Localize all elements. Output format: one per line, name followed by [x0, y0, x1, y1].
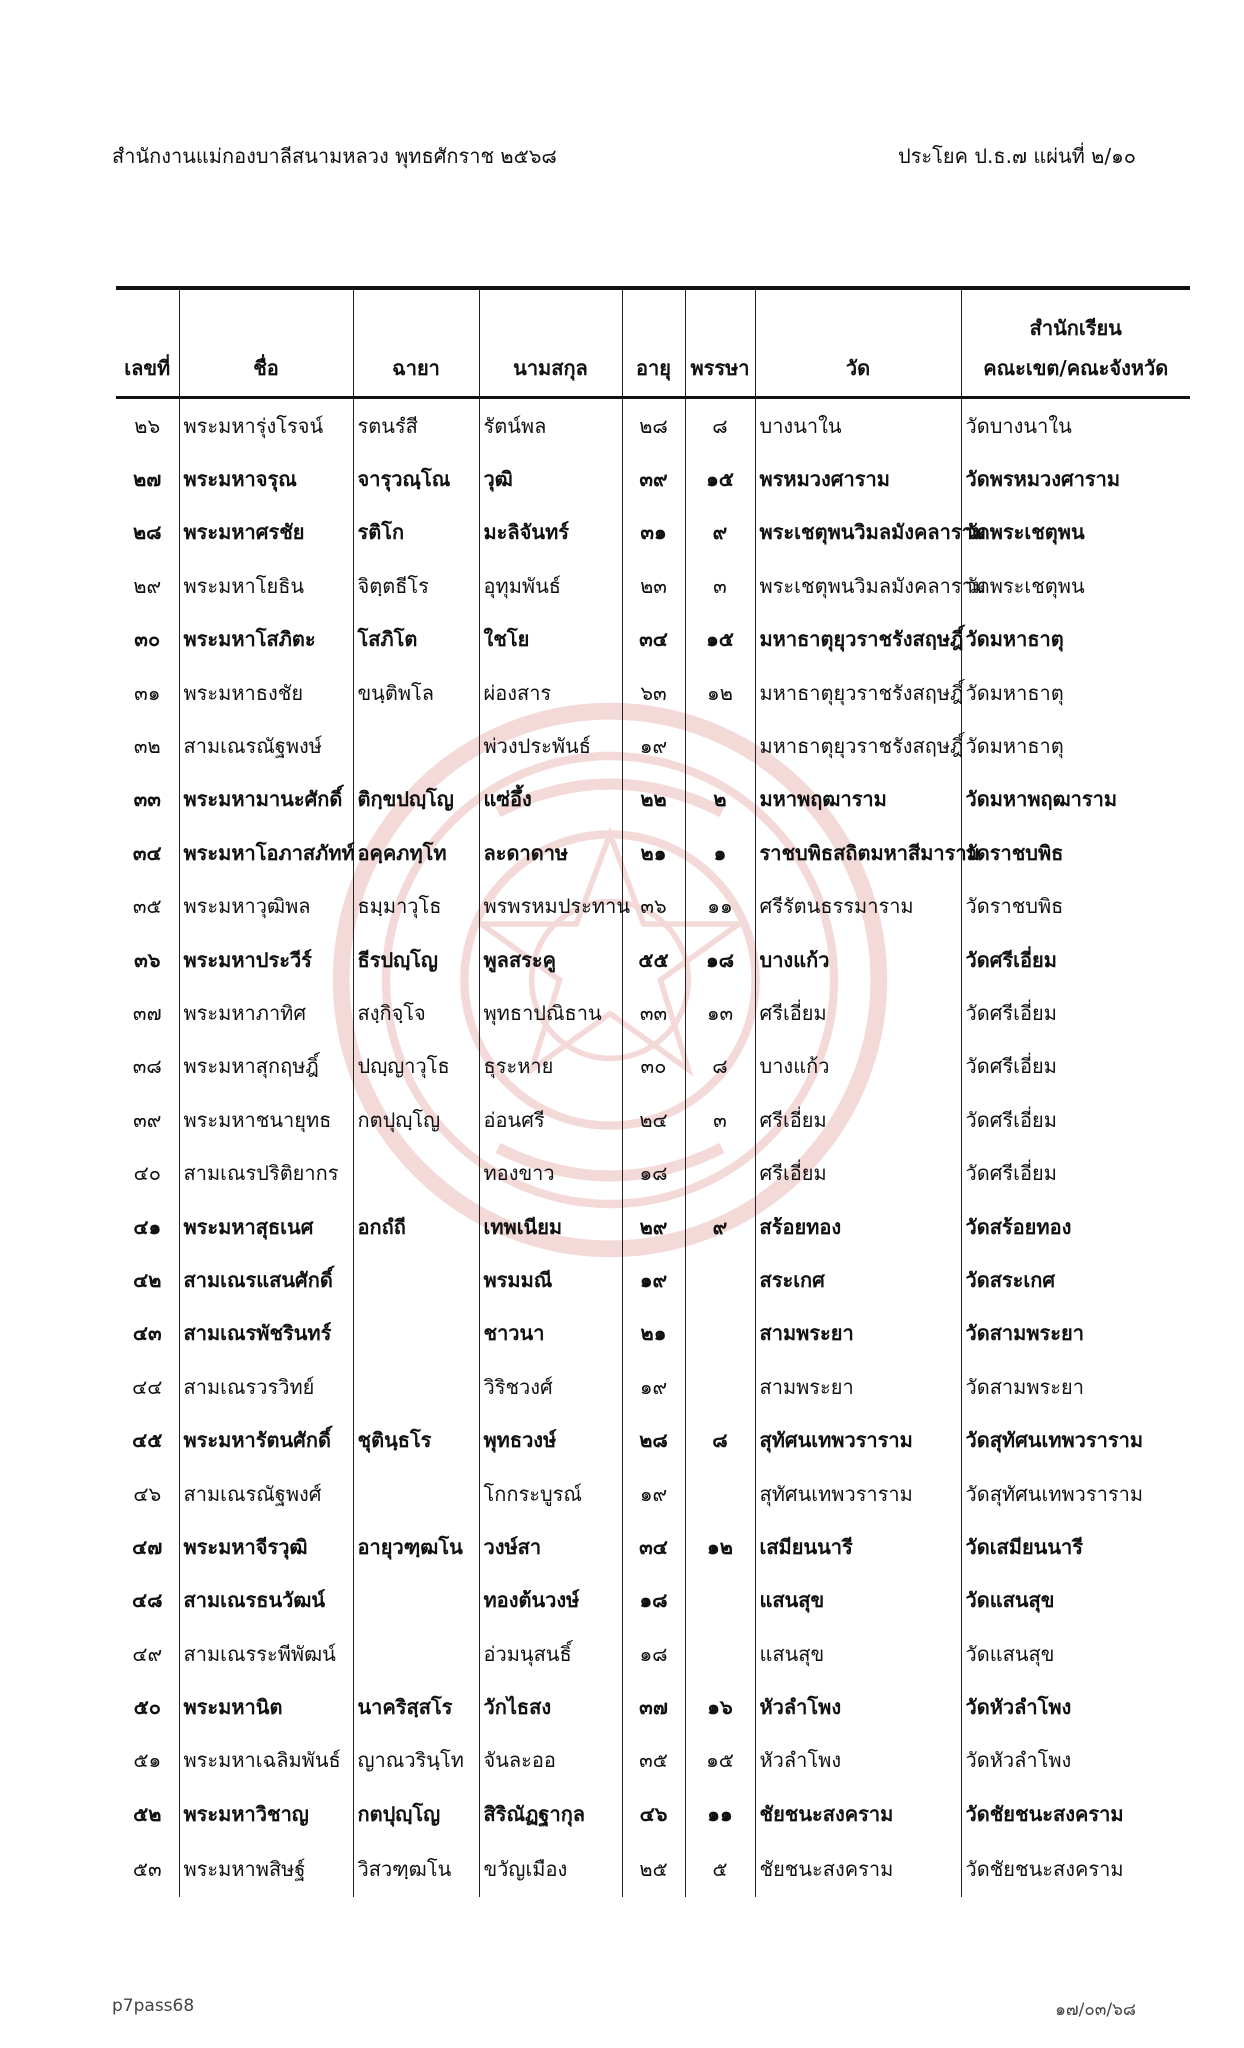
- column-header-wat: วัด: [755, 288, 961, 398]
- cell-name: สามเณรณัฐพงศ์: [179, 1467, 353, 1520]
- cell-no: ๔๗: [132, 1534, 163, 1559]
- cell-chaya: รติโก: [353, 506, 479, 559]
- table-row: [116, 559, 1190, 612]
- cell-phansa: ๓: [685, 559, 755, 612]
- cell-surname: แซ่อึ้ง: [479, 773, 622, 826]
- cell-school: วัดพระเชตุพน: [961, 559, 1190, 612]
- cell-surname: โกกระบูรณ์: [479, 1467, 622, 1520]
- footer-date: ๑๗/๐๓/๖๘: [1055, 2000, 1136, 2020]
- cell-surname: อ่วมนุสนธิ์: [479, 1627, 622, 1680]
- cell-age: ๓๗: [622, 1680, 685, 1733]
- cell-phansa: ๑๕: [685, 452, 755, 505]
- footer-code: p7pass68: [112, 1996, 195, 2016]
- table-row: [116, 1200, 1190, 1253]
- cell-phansa: ๒: [685, 773, 755, 826]
- cell-no: ๔๒: [133, 1267, 162, 1292]
- cell-no: ๔๑: [133, 1214, 162, 1239]
- cell-surname: วุฒิ: [479, 452, 622, 505]
- cell-no: ๓๘: [132, 1054, 162, 1079]
- cell-no: ๔๙: [132, 1641, 163, 1666]
- cell-wat: มหาธาตุยุวราชรังสฤษฎิ์: [755, 666, 961, 719]
- cell-no: ๒๗: [133, 467, 162, 492]
- cell-chaya: อคฺคภทฺโท: [353, 826, 479, 879]
- cell-name: สามเณรระพีพัฒน์: [179, 1627, 353, 1680]
- cell-school: วัดสร้อยทอง: [961, 1200, 1190, 1253]
- table-row: [116, 452, 1190, 505]
- cell-wat: หัวลำโพง: [755, 1734, 961, 1787]
- cell-phansa: ๑๑: [685, 880, 755, 933]
- cell-wat: ศรีเอี่ยม: [755, 1093, 961, 1146]
- cell-phansa: ๑๒: [685, 1520, 755, 1573]
- cell-chaya: นาคริสฺสโร: [353, 1680, 479, 1733]
- cell-no: ๔๓: [132, 1321, 162, 1346]
- cell-name: พระมหามานะศักดิ์: [179, 773, 353, 826]
- cell-chaya: จิตฺตธีโร: [353, 559, 479, 612]
- cell-surname: ใชโย: [479, 613, 622, 666]
- table-row: [116, 1841, 1190, 1897]
- cell-age: ๑๙: [622, 1360, 685, 1413]
- cell-school: วัดบางนาใน: [961, 398, 1190, 453]
- table-row: [116, 986, 1190, 1039]
- cell-phansa: [685, 1360, 755, 1413]
- cell-age: ๓๑: [622, 506, 685, 559]
- cell-chaya: ธีรปญฺโญ: [353, 933, 479, 986]
- cell-phansa: ๑๑: [685, 1787, 755, 1840]
- cell-no: ๓๒: [133, 734, 161, 759]
- cell-chaya: จารุวณฺโณ: [353, 452, 479, 505]
- cell-name: พระมหาประวีร์: [179, 933, 353, 986]
- cell-surname: จันละออ: [479, 1734, 622, 1787]
- cell-surname: รัตน์พล: [479, 398, 622, 453]
- cell-phansa: [685, 1253, 755, 1306]
- header-sheet-number: ประโยค ป.ธ.๗ แผ่นที่ ๒/๑๐: [897, 144, 1136, 168]
- cell-surname: วักไธสง: [479, 1680, 622, 1733]
- table-row: [116, 773, 1190, 826]
- table-row: [116, 506, 1190, 559]
- table-row: [116, 826, 1190, 879]
- table-row: [116, 1040, 1190, 1093]
- cell-age: ๓๙: [622, 452, 685, 505]
- cell-wat: ชัยชนะสงคราม: [755, 1841, 961, 1897]
- cell-name: พระมหาสุธเนศ: [179, 1200, 353, 1253]
- table-row: [116, 1680, 1190, 1733]
- column-header-school: [961, 288, 1190, 398]
- cell-phansa: ๓: [685, 1093, 755, 1146]
- cell-age: ๑๘: [622, 1146, 685, 1199]
- table-row: [116, 1467, 1190, 1520]
- cell-wat: เสมียนนารี: [755, 1520, 961, 1573]
- cell-age: ๒๕: [622, 1841, 685, 1897]
- cell-school: วัดราชบพิธ: [961, 880, 1190, 933]
- cell-no: ๓๐: [134, 627, 161, 652]
- candidate-roster-table: [116, 286, 1190, 1897]
- cell-surname: ละดาดาษ: [479, 826, 622, 879]
- cell-school: วัดสุทัศนเทพวราราม: [961, 1467, 1190, 1520]
- table-row: [116, 1574, 1190, 1627]
- cell-age: ๒๓: [622, 559, 685, 612]
- cell-no: ๓๑: [134, 680, 161, 705]
- cell-surname: วงษ์สา: [479, 1520, 622, 1573]
- cell-school: วัดศรีเอี่ยม: [961, 986, 1190, 1039]
- cell-phansa: [685, 1307, 755, 1360]
- cell-surname: พูลสระคู: [479, 933, 622, 986]
- cell-age: ๓๔: [622, 613, 685, 666]
- cell-age: ๒๔: [622, 1093, 685, 1146]
- cell-name: พระมหาพสิษฐ์: [179, 1841, 353, 1897]
- cell-name: สามเณรแสนศักดิ์: [179, 1253, 353, 1306]
- cell-name: พระมหาวุฒิพล: [179, 880, 353, 933]
- cell-phansa: [685, 1467, 755, 1520]
- cell-chaya: วิสวฑฺฒโน: [353, 1841, 479, 1897]
- cell-no: ๓๕: [132, 894, 162, 919]
- cell-surname: ธุระหาย: [479, 1040, 622, 1093]
- cell-chaya: [353, 719, 479, 772]
- cell-surname: พุทธวงษ์: [479, 1413, 622, 1466]
- cell-age: ๑๙: [622, 719, 685, 772]
- cell-name: พระมหาชนายุทธ: [179, 1093, 353, 1146]
- cell-name: พระมหาธงชัย: [179, 666, 353, 719]
- cell-phansa: ๘: [685, 1413, 755, 1466]
- cell-chaya: กตปุญฺโญ: [353, 1093, 479, 1146]
- cell-phansa: [685, 719, 755, 772]
- cell-school: วัดสามพระยา: [961, 1307, 1190, 1360]
- cell-age: ๑๘: [622, 1574, 685, 1627]
- cell-no: ๓๗: [132, 1000, 162, 1025]
- cell-chaya: สงฺกิจฺโจ: [353, 986, 479, 1039]
- table-row: [116, 933, 1190, 986]
- cell-phansa: ๙: [685, 506, 755, 559]
- cell-age: ๑๙: [622, 1253, 685, 1306]
- cell-chaya: กตปุญฺโญ: [353, 1787, 479, 1840]
- cell-age: ๔๖: [622, 1787, 685, 1840]
- cell-age: ๓๓: [622, 986, 685, 1039]
- table-row: [116, 1360, 1190, 1413]
- table-row: [116, 880, 1190, 933]
- table-row: [116, 1787, 1190, 1840]
- table-row: [116, 1734, 1190, 1787]
- cell-name: พระมหาสุกฤษฎิ์: [179, 1040, 353, 1093]
- cell-no: ๓๖: [134, 947, 161, 972]
- cell-surname: สิริณัฏฐากุล: [479, 1787, 622, 1840]
- cell-name: พระมหารุ่งโรจน์: [179, 398, 353, 453]
- cell-no: ๒๖: [134, 413, 161, 438]
- cell-wat: ศรีเอี่ยม: [755, 986, 961, 1039]
- cell-wat: แสนสุข: [755, 1574, 961, 1627]
- cell-surname: อ่อนศรี: [479, 1093, 622, 1146]
- cell-school: วัดมหาพฤฒาราม: [961, 773, 1190, 826]
- cell-school: วัดมหาธาตุ: [961, 719, 1190, 772]
- cell-wat: ชัยชนะสงคราม: [755, 1787, 961, 1840]
- cell-chaya: อายุวฑฺฒโน: [353, 1520, 479, 1573]
- cell-chaya: อกถํถี: [353, 1200, 479, 1253]
- cell-age: ๑๙: [622, 1467, 685, 1520]
- cell-school: วัดชัยชนะสงคราม: [961, 1787, 1190, 1840]
- cell-no: ๔๘: [131, 1588, 163, 1613]
- cell-age: ๖๓: [622, 666, 685, 719]
- cell-phansa: ๘: [685, 398, 755, 453]
- cell-chaya: ชุตินฺธโร: [353, 1413, 479, 1466]
- table-row: [116, 1627, 1190, 1680]
- cell-age: ๓๐: [622, 1040, 685, 1093]
- cell-chaya: [353, 1627, 479, 1680]
- cell-age: ๒๘: [622, 1413, 685, 1466]
- cell-surname: ขวัญเมือง: [479, 1841, 622, 1897]
- cell-school: วัดราชบพิธ: [961, 826, 1190, 879]
- cell-no: ๕๑: [133, 1748, 162, 1773]
- cell-chaya: ปญฺญาวุโธ: [353, 1040, 479, 1093]
- cell-school: วัดแสนสุข: [961, 1627, 1190, 1680]
- cell-age: ๓๖: [622, 880, 685, 933]
- cell-surname: ผ่องสาร: [479, 666, 622, 719]
- cell-name: พระมหาเฉลิมพันธ์: [179, 1734, 353, 1787]
- cell-surname: มะลิจันทร์: [479, 506, 622, 559]
- cell-age: ๒๒: [622, 773, 685, 826]
- cell-chaya: รตนรํสี: [353, 398, 479, 453]
- column-header-surname: นามสกุล: [479, 288, 622, 398]
- cell-surname: พุทธาปณิธาน: [479, 986, 622, 1039]
- cell-phansa: ๑๖: [685, 1680, 755, 1733]
- cell-chaya: ธมฺมาวุโธ: [353, 880, 479, 933]
- cell-name: พระมหาโสภิตะ: [179, 613, 353, 666]
- cell-age: ๒๙: [622, 1200, 685, 1253]
- cell-no: ๔๕: [132, 1428, 163, 1453]
- cell-chaya: [353, 1360, 479, 1413]
- cell-name: พระมหารัตนศักดิ์: [179, 1413, 353, 1466]
- column-header-school-line1: สำนักเรียน: [1029, 316, 1122, 340]
- cell-surname: ทองต้นวงษ์: [479, 1574, 622, 1627]
- table-row: [116, 1253, 1190, 1306]
- cell-phansa: ๑: [685, 826, 755, 879]
- cell-school: วัดสระเกศ: [961, 1253, 1190, 1306]
- cell-school: วัดศรีเอี่ยม: [961, 1040, 1190, 1093]
- cell-phansa: ๘: [685, 1040, 755, 1093]
- cell-surname: พรพรหมประทาน: [479, 880, 622, 933]
- cell-phansa: [685, 1574, 755, 1627]
- cell-chaya: โสภิโต: [353, 613, 479, 666]
- cell-name: พระมหาจีรวุฒิ: [179, 1520, 353, 1573]
- table-row: [116, 1307, 1190, 1360]
- cell-no: ๕๓: [132, 1856, 162, 1881]
- cell-age: ๒๑: [622, 1307, 685, 1360]
- table-row: [116, 613, 1190, 666]
- cell-wat: สระเกศ: [755, 1253, 961, 1306]
- cell-name: สามเณรพัชรินทร์: [179, 1307, 353, 1360]
- cell-school: วัดหัวลำโพง: [961, 1680, 1190, 1733]
- cell-wat: ราชบพิธสถิตมหาสีมาราม: [755, 826, 961, 879]
- cell-phansa: ๑๕: [685, 1734, 755, 1787]
- cell-school: วัดหัวลำโพง: [961, 1734, 1190, 1787]
- table-row: [116, 719, 1190, 772]
- cell-school: วัดมหาธาตุ: [961, 666, 1190, 719]
- table-body: [116, 398, 1190, 1897]
- cell-phansa: [685, 1146, 755, 1199]
- cell-wat: มหาพฤฒาราม: [755, 773, 961, 826]
- cell-chaya: [353, 1467, 479, 1520]
- cell-school: วัดศรีเอี่ยม: [961, 1146, 1190, 1199]
- cell-surname: ทองขาว: [479, 1146, 622, 1199]
- cell-school: วัดพระเชตุพน: [961, 506, 1190, 559]
- cell-wat: มหาธาตุยุวราชรังสฤษฎิ์: [755, 613, 961, 666]
- cell-phansa: ๑๘: [685, 933, 755, 986]
- cell-chaya: ขนฺติพโล: [353, 666, 479, 719]
- cell-wat: แสนสุข: [755, 1627, 961, 1680]
- cell-school: วัดชัยชนะสงคราม: [961, 1841, 1190, 1897]
- table-row: [116, 1093, 1190, 1146]
- cell-wat: หัวลำโพง: [755, 1680, 961, 1733]
- table-row: [116, 1146, 1190, 1199]
- cell-age: ๕๕: [622, 933, 685, 986]
- cell-age: ๒๑: [622, 826, 685, 879]
- cell-phansa: ๑๓: [685, 986, 755, 1039]
- table-row: [116, 1520, 1190, 1573]
- column-header-chaya: ฉายา: [353, 288, 479, 398]
- cell-phansa: ๑๒: [685, 666, 755, 719]
- cell-name: พระมหาวิชาญ: [179, 1787, 353, 1840]
- cell-name: สามเณรธนวัฒน์: [179, 1574, 353, 1627]
- cell-chaya: [353, 1574, 479, 1627]
- cell-phansa: ๕: [685, 1841, 755, 1897]
- cell-wat: ศรีรัตนธรรมาราม: [755, 880, 961, 933]
- cell-surname: ชาวนา: [479, 1307, 622, 1360]
- cell-wat: บางแก้ว: [755, 1040, 961, 1093]
- cell-chaya: [353, 1146, 479, 1199]
- cell-name: สามเณรวรวิทย์: [179, 1360, 353, 1413]
- cell-wat: มหาธาตุยุวราชรังสฤษฎิ์: [755, 719, 961, 772]
- table-row: [116, 1413, 1190, 1466]
- cell-wat: สุทัศนเทพวราราม: [755, 1467, 961, 1520]
- cell-no: ๕๐: [133, 1695, 161, 1720]
- cell-no: ๓๙: [133, 1107, 162, 1132]
- column-header-age: อายุ: [622, 288, 685, 398]
- cell-wat: บางแก้ว: [755, 933, 961, 986]
- cell-wat: สร้อยทอง: [755, 1200, 961, 1253]
- cell-no: ๔๖: [133, 1481, 162, 1506]
- cell-no: ๒๙: [133, 573, 162, 598]
- cell-chaya: ติกฺขปญฺโญ: [353, 773, 479, 826]
- table-header-row: [116, 288, 1190, 398]
- column-header-name: ชื่อ: [179, 288, 353, 398]
- cell-phansa: [685, 1627, 755, 1680]
- cell-wat: สามพระยา: [755, 1360, 961, 1413]
- cell-wat: ศรีเอี่ยม: [755, 1146, 961, 1199]
- column-header-no: เลขที่: [116, 288, 179, 398]
- cell-school: วัดมหาธาตุ: [961, 613, 1190, 666]
- cell-phansa: ๙: [685, 1200, 755, 1253]
- cell-chaya: [353, 1307, 479, 1360]
- cell-name: พระมหาโยธิน: [179, 559, 353, 612]
- cell-name: พระมหาศรชัย: [179, 506, 353, 559]
- cell-name: พระมหานิต: [179, 1680, 353, 1733]
- cell-school: วัดแสนสุข: [961, 1574, 1190, 1627]
- table-row: [116, 666, 1190, 719]
- column-header-school-line2: คณะเขต/คณะจังหวัด: [983, 356, 1169, 380]
- cell-wat: สุทัศนเทพวราราม: [755, 1413, 961, 1466]
- cell-no: ๓๓: [133, 787, 161, 812]
- cell-wat: พระเชตุพนวิมลมังคลาราม: [755, 559, 961, 612]
- cell-school: วัดเสมียนนารี: [961, 1520, 1190, 1573]
- cell-no: ๔๐: [133, 1161, 161, 1186]
- cell-wat: พระเชตุพนวิมลมังคลาราม: [755, 506, 961, 559]
- cell-surname: พ่วงประพันธ์: [479, 719, 622, 772]
- cell-wat: สามพระยา: [755, 1307, 961, 1360]
- cell-chaya: ญาณวรินฺโท: [353, 1734, 479, 1787]
- cell-surname: อุทุมพันธ์: [479, 559, 622, 612]
- table-row: [116, 398, 1190, 453]
- cell-no: ๕๒: [133, 1801, 162, 1826]
- cell-wat: บางนาใน: [755, 398, 961, 453]
- header-office-title: สำนักงานแม่กองบาลีสนามหลวง พุทธศักราช ๒๕๖๘: [112, 144, 557, 168]
- cell-name: สามเณรปริติยากร: [179, 1146, 353, 1199]
- cell-phansa: ๑๕: [685, 613, 755, 666]
- cell-chaya: [353, 1253, 479, 1306]
- cell-no: ๒๘: [132, 520, 162, 545]
- cell-no: ๓๔: [132, 840, 162, 865]
- cell-school: วัดสุทัศนเทพวราราม: [961, 1413, 1190, 1466]
- cell-surname: เทพเนียม: [479, 1200, 622, 1253]
- cell-no: ๔๔: [132, 1374, 163, 1399]
- cell-name: พระมหาโอภาสภัทท์: [179, 826, 353, 879]
- column-header-phansa: พรรษา: [685, 288, 755, 398]
- cell-wat: พรหมวงศาราม: [755, 452, 961, 505]
- cell-name: สามเณรณัฐพงษ์: [179, 719, 353, 772]
- cell-name: พระมหาภาทิศ: [179, 986, 353, 1039]
- cell-name: พระมหาจรุณ: [179, 452, 353, 505]
- cell-age: ๓๔: [622, 1520, 685, 1573]
- cell-age: ๓๕: [622, 1734, 685, 1787]
- cell-school: วัดสามพระยา: [961, 1360, 1190, 1413]
- cell-surname: พรมมณี: [479, 1253, 622, 1306]
- cell-age: ๒๘: [622, 398, 685, 453]
- cell-school: วัดพรหมวงศาราม: [961, 452, 1190, 505]
- cell-school: วัดศรีเอี่ยม: [961, 933, 1190, 986]
- cell-school: วัดศรีเอี่ยม: [961, 1093, 1190, 1146]
- cell-age: ๑๘: [622, 1627, 685, 1680]
- cell-surname: วิริชวงศ์: [479, 1360, 622, 1413]
